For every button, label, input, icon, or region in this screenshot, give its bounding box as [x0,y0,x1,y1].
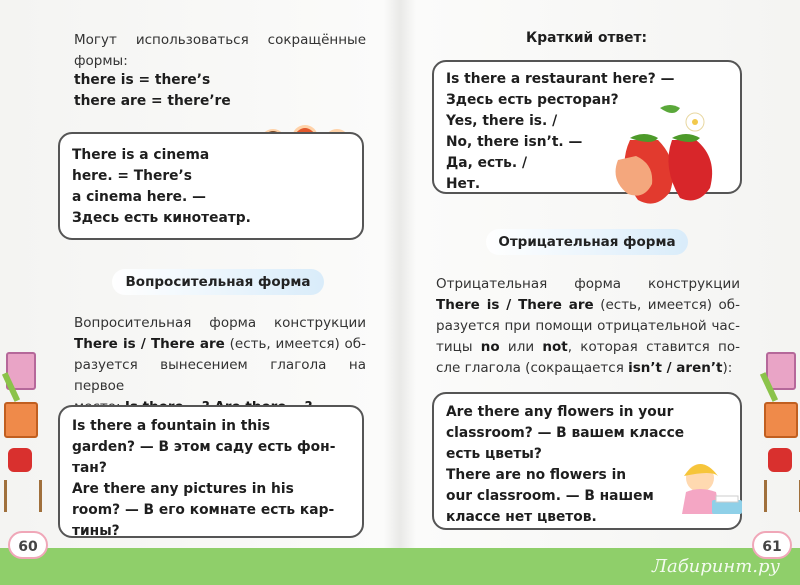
box-line: Здесь есть ресторан? [446,92,619,108]
para-bold: There is / There are [74,336,225,352]
para-text: , которая ставится по- [567,339,740,355]
box-line: Are there any flowers in your [446,404,674,420]
para-bold: isn’t / aren’t [628,360,723,376]
book-icon [764,402,798,438]
heading-short-answer: Краткий ответ: [526,30,648,46]
para-line [74,334,366,355]
heading-question-form: Вопросительная форма [112,269,324,295]
para-text: или [499,339,543,355]
box-line: Да, есть. / [446,155,527,171]
para-line: разуется при помощи отрицательной час- [436,318,740,334]
para-text: тицы [436,339,481,355]
box-line: classroom? — В вашем классе [446,425,685,441]
example-box-cinema [58,132,364,240]
example-box-questions [58,405,364,538]
box-line: a cinema here. — [72,189,206,205]
watermark: Лабиринт.ру [651,556,780,577]
para-bold: not [542,339,568,355]
book-icon [4,402,38,438]
para-text: (есть, имеется) об- [224,336,366,352]
backpack-icon [768,448,792,472]
para-line: Вопросительная форма конструкции [74,315,366,331]
box-line: Yes, there is. / [446,113,558,129]
para-text: ): [722,360,733,376]
backpack-icon [8,448,32,472]
page-number-left: 60 [8,531,48,559]
kid-easel-icon [764,480,800,512]
box-line: тан? [72,460,107,476]
para-line [436,358,740,379]
strawberries-illustration [600,100,730,210]
para-line: Отрицательная форма конструкции [436,276,740,292]
box-line: room? — В его комнате есть кар- [72,502,335,518]
para-bold: no [480,339,500,355]
box-line: our classroom. — В нашем [446,488,654,504]
box-line: There are no flowers in [446,467,627,483]
box-line: тины? [72,523,120,539]
para-line [436,295,740,316]
box-line: There is a cinema [72,147,210,163]
page-number-right: 61 [752,531,792,559]
kid-easel-icon [4,480,42,512]
heading-negative-form: Отрицательная форма [486,229,688,255]
box-line: garden? — В этом саду есть фон- [72,439,336,455]
box-line: Is there a restaurant here? — [446,71,675,87]
contraction-intro: Могут использоваться сокращённые формы: [74,32,366,69]
para-line [436,337,740,358]
box-line: Are there any pictures in his [72,481,294,497]
para-line: разуется вынесением глагола на первое [74,357,366,394]
para-text: (есть, имеется) об- [593,297,740,313]
para-bold: There is / There are [436,297,594,313]
contraction-1: there is = there’s [74,72,211,88]
box-line: Is there a fountain in this [72,418,271,434]
box-line: Здесь есть кинотеатр. [72,210,251,226]
contraction-2: there are = there’re [74,93,231,109]
girl-drawing-illustration [672,456,746,522]
box-line: есть цветы? [446,446,542,462]
para-text: сле глагола (сокращается [436,360,629,376]
negative-form-paragraph [436,274,740,379]
question-form-paragraph [74,313,366,418]
box-line: Нет. [446,176,481,192]
box-line: No, there isn’t. — [446,134,583,150]
box-line: классе нет цветов. [446,509,597,525]
box-line: here. = There’s [72,168,192,184]
